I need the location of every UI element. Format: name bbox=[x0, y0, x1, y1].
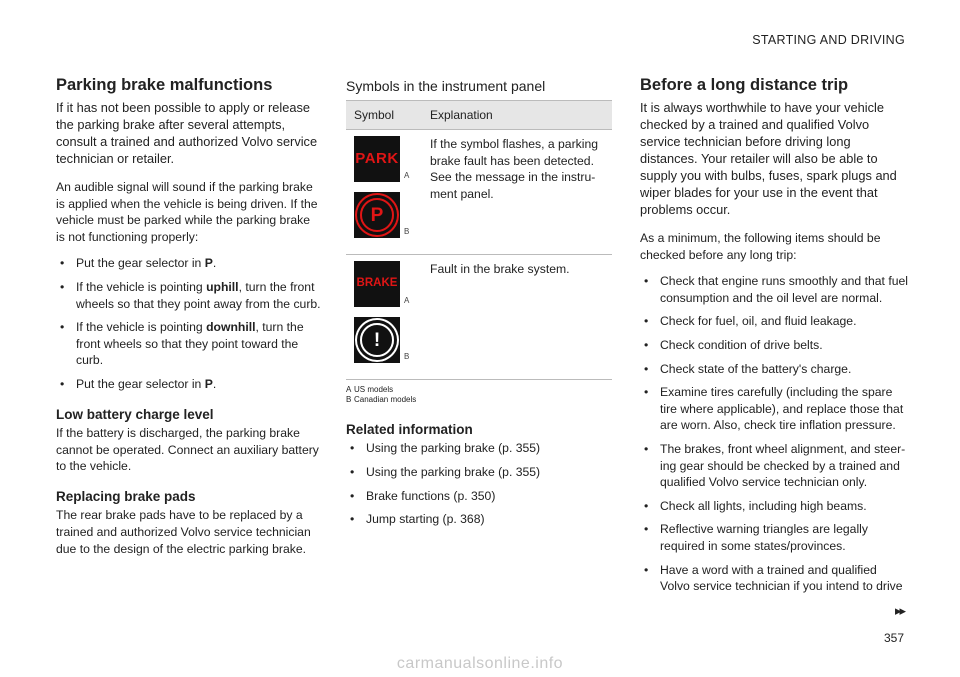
checklist bbox=[640, 273, 908, 595]
watermark: carmanualsonline.info bbox=[396, 655, 564, 672]
brake-pads-text: The rear brake pads have to be replaced by a trained and authorized Volvo service technician due to the design of the electric parking brake. bbox=[56, 508, 311, 556]
brake-exclamation-icon: ! B bbox=[354, 317, 400, 363]
symbols-table bbox=[346, 100, 612, 380]
brake-warning-icon: BRAKE A bbox=[354, 261, 400, 307]
list-item: • Check state of the battery's charge. bbox=[640, 361, 908, 378]
heading-long-distance-trip: Before a long distance trip bbox=[640, 76, 849, 94]
column-symbols bbox=[346, 76, 612, 535]
footnote-mark-b: B bbox=[404, 227, 410, 237]
footnote-mark-a: A bbox=[404, 296, 410, 306]
page-number: 357 bbox=[883, 631, 904, 645]
related-links bbox=[346, 440, 612, 527]
list-item: • Check for fuel, oil, and fluid leakage. bbox=[640, 313, 908, 330]
body-paragraph: An audible signal will sound if the parking brake is applied when the vehicle is being driven. If the vehicle must be parked while the parking brake is not functioning properly: bbox=[56, 180, 318, 244]
list-item: • Put the gear selector in P. bbox=[56, 255, 322, 272]
list-item: • Check condition of drive belts. bbox=[640, 337, 908, 354]
heading-parking-brake-malfunctions: Parking brake malfunctions bbox=[56, 76, 273, 94]
lead-paragraph: If it has not been possible to apply or release the parking brake after several attempts, consult a trained and authorized Volvo service technician or retailer. bbox=[56, 99, 318, 167]
list-item: • Check that engine runs smoothly and that fuel consumption and the oil level are normal. bbox=[640, 273, 908, 306]
column-long-distance-trip bbox=[640, 76, 908, 602]
column-parking-brake-malfunctions bbox=[56, 76, 322, 567]
column-header-explanation: Explanation bbox=[422, 101, 612, 130]
footnote-b: B Canadian models bbox=[346, 395, 417, 405]
related-link[interactable]: • Using the parking brake (p. 355) bbox=[346, 440, 612, 457]
body-paragraph: As a minimum, the following items should be checked before any long trip: bbox=[640, 231, 881, 262]
footnotes bbox=[346, 385, 612, 406]
footnote-mark-b: B bbox=[404, 352, 410, 362]
section-header: STARTING AND DRIVING bbox=[752, 33, 905, 47]
list-item: • Put the gear selector in P. bbox=[56, 376, 322, 393]
related-link[interactable]: • Jump starting (p. 368) bbox=[346, 511, 612, 528]
explanation-cell: Fault in the brake system. bbox=[422, 255, 612, 380]
heading-symbols: Symbols in the instrument panel bbox=[346, 78, 546, 94]
list-item: • Reflective warning triangles are legally required in some states/provinces. bbox=[640, 521, 908, 554]
heading-brake-pads: Replacing brake pads bbox=[56, 488, 196, 504]
symbol-cell bbox=[346, 255, 422, 380]
next-page-icon[interactable]: ▸▸ bbox=[894, 603, 904, 618]
list-item: • If the vehicle is pointing uphill, turn the front wheels so that they point away from the curb. bbox=[56, 279, 322, 312]
related-link[interactable]: • Using the parking brake (p. 355) bbox=[346, 464, 612, 481]
parking-brake-circle-icon: P B bbox=[354, 192, 400, 238]
heading-low-battery: Low battery charge level bbox=[56, 406, 214, 422]
instruction-list bbox=[56, 255, 322, 392]
park-brake-icon: PARK A bbox=[354, 136, 400, 182]
list-item: • Check all lights, including high beams. bbox=[640, 498, 908, 515]
footnote-a: A US models bbox=[346, 385, 394, 395]
list-item: • Examine tires carefully (including the spare tire where applicable), and replace those that are worn. Also, check tire inflation pressure. bbox=[640, 384, 908, 434]
column-header-symbol: Symbol bbox=[346, 101, 422, 130]
list-item: • The brakes, front wheel alignment, and steer- ing gear should be checked by a trained and qualified Volvo service technician only. bbox=[640, 441, 908, 491]
table-row bbox=[346, 130, 612, 255]
related-link[interactable]: • Brake functions (p. 350) bbox=[346, 488, 612, 505]
list-item: • Have a word with a trained and qualified Volvo service technician if you intend to drive bbox=[640, 562, 908, 595]
list-item: • If the vehicle is pointing downhill, turn the front wheels so that they point toward the curb. bbox=[56, 319, 322, 369]
symbol-cell bbox=[346, 130, 422, 255]
explanation-cell: If the symbol flashes, a parking brake fault has been detected. See the message in the instru- ment panel. bbox=[422, 130, 612, 255]
footnote-mark-a: A bbox=[404, 171, 410, 181]
low-battery-text: If the battery is discharged, the parking brake cannot be operated. Connect an auxiliary battery to the vehicle. bbox=[56, 426, 319, 474]
table-row bbox=[346, 255, 612, 380]
heading-related-information: Related information bbox=[346, 421, 473, 437]
lead-paragraph: It is always worthwhile to have your vehicle checked by a trained and qualified Volvo service technician before driving long distances. Your retailer will also be able to supply you with bulbs, fuses, spark plugs and wiper blades for your use in the event that problems occur. bbox=[640, 99, 897, 218]
